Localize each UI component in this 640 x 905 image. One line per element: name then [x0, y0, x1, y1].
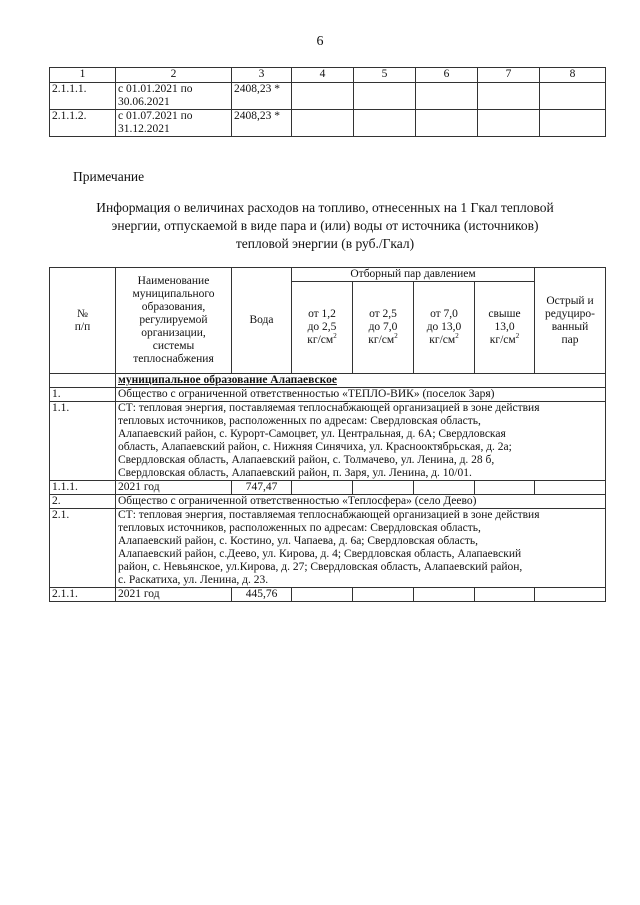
description-line: район, с. Невьянское, ул.Кирова, д. 27; Свердловская область, Алапаевский район,	[118, 561, 523, 573]
pressure-unit-text: кг/см	[307, 334, 334, 346]
period-line: 31.12.2021	[118, 123, 170, 135]
caption-line: тепловой энергии (в руб./Гкал)	[235, 236, 415, 251]
empty-cell	[414, 588, 475, 602]
empty-cell	[475, 588, 535, 602]
pressure-line: от 2,5	[369, 308, 397, 320]
column-number: 1	[50, 68, 116, 83]
empty-cell	[540, 83, 606, 110]
period-line: с 01.07.2021 по	[118, 110, 193, 122]
empty-cell	[535, 588, 606, 602]
description-line: Свердловская область, Алапаевский район, с. Толмачево, ул. Ленина, д. 28 б,	[118, 454, 495, 466]
empty-cell	[475, 481, 535, 495]
empty-cell	[414, 481, 475, 495]
column-number: 3	[232, 68, 292, 83]
pressure-unit-text: кг/см	[429, 334, 456, 346]
empty-cell	[416, 110, 478, 137]
row-number: 1.	[50, 388, 116, 402]
unit-exponent: 2	[455, 332, 459, 341]
empty-cell	[353, 481, 414, 495]
row-number: 2.1.1.	[50, 588, 116, 602]
year-label: 2021 год	[116, 481, 232, 495]
empty-cell	[292, 83, 354, 110]
heat-system-row	[50, 402, 606, 481]
header-pressure-1	[292, 282, 353, 374]
header-pressure-2	[353, 282, 414, 374]
header-name-line: образования,	[141, 301, 206, 313]
pressure-line: до 13,0	[426, 321, 462, 333]
heat-system-row	[50, 509, 606, 588]
row-number: 2.1.	[50, 509, 116, 588]
pressure-unit	[294, 334, 350, 347]
pressure-unit-text: кг/см	[368, 334, 395, 346]
empty-cell	[354, 110, 416, 137]
heat-system-description	[116, 402, 606, 481]
header-sharp-line: ванный	[551, 320, 589, 333]
header-pressure-3	[414, 282, 475, 374]
empty-cell	[292, 588, 353, 602]
pressure-line: от 1,2	[308, 308, 336, 320]
header-name-line: организации,	[141, 327, 206, 339]
pressure-line: от 7,0	[430, 308, 458, 320]
pressure-unit-text: кг/см	[489, 334, 516, 346]
header-sharp-line: пар	[561, 333, 579, 346]
year-row	[50, 481, 606, 495]
period-cell	[116, 110, 232, 137]
unit-exponent: 2	[394, 332, 398, 341]
row-number: 1.1.	[50, 402, 116, 481]
header-sharp-steam	[535, 268, 606, 374]
year-row	[50, 588, 606, 602]
pressure-line: до 7,0	[368, 321, 398, 333]
caption-line: Информация о величинах расходов на топливо, отнесенных на 1 Гкал тепловой	[96, 200, 554, 215]
column-number: 2	[116, 68, 232, 83]
table-row	[50, 110, 606, 137]
header-name-line: системы	[152, 340, 195, 352]
tariff-value: 2408,23 *	[232, 83, 292, 110]
description-line: СТ: тепловая энергия, поставляемая теплоснабжающей организацией в зоне действия	[118, 402, 540, 414]
header-num-line: №	[77, 307, 88, 320]
empty-cell	[50, 374, 116, 388]
row-number: 2.	[50, 495, 116, 509]
municipality-name: муниципальное образование Алапаевское	[116, 374, 606, 388]
empty-cell	[353, 588, 414, 602]
organization-row	[50, 388, 606, 402]
description-line: область, Алапаевский район, с. Нижняя Синячиха, ул. Краснооктябрьская, д. 2а;	[118, 441, 512, 453]
description-line: с. Раскатиха, ул. Ленина, д. 23.	[118, 574, 269, 586]
header-name	[116, 268, 232, 374]
header-num	[50, 268, 116, 374]
description-line: тепловых источников, расположенных по адресам: Свердловская область,	[118, 522, 481, 534]
empty-cell	[478, 83, 540, 110]
empty-cell	[292, 110, 354, 137]
header-name-line: муниципального	[132, 288, 215, 300]
empty-cell	[540, 110, 606, 137]
empty-cell	[354, 83, 416, 110]
header-water: Вода	[232, 268, 292, 374]
header-row	[50, 268, 606, 282]
water-value: 445,76	[232, 588, 292, 602]
column-number: 6	[416, 68, 478, 83]
empty-cell	[535, 481, 606, 495]
year-label: 2021 год	[116, 588, 232, 602]
description-line: СТ: тепловая энергия, поставляемая теплоснабжающей организацией в зоне действия	[118, 509, 540, 521]
header-pressure-4	[475, 282, 535, 374]
header-name-line: регулируемой	[139, 314, 208, 326]
description-line: тепловых источников, расположенных по адресам: Свердловская область,	[118, 415, 481, 427]
pressure-line: свыше	[488, 308, 521, 320]
pressure-line: до 2,5	[307, 321, 337, 333]
unit-exponent: 2	[515, 332, 520, 341]
caption-line: энергии, отпускаемой в виде пара и (или) воды от источника (источников)	[111, 218, 539, 233]
row-number: 2.1.1.1.	[50, 83, 116, 110]
empty-cell	[478, 110, 540, 137]
empty-cell	[416, 83, 478, 110]
municipality-row	[50, 374, 606, 388]
description-line: Свердловская область, Алапаевский район, п. Заря, ул. Ленина, д. 10/01.	[118, 467, 472, 479]
period-line: 30.06.2021	[118, 96, 170, 108]
header-name-line: Наименование	[137, 275, 210, 287]
page-number: 6	[316, 34, 324, 49]
description-line: Алапаевский район, с.Деево, ул. Кирова, д. 4; Свердловская область, Алапаевский	[118, 548, 522, 560]
column-number: 4	[292, 68, 354, 83]
empty-cell	[292, 481, 353, 495]
note-title: Примечание	[73, 169, 145, 184]
column-number: 7	[478, 68, 540, 83]
unit-exponent: 2	[333, 332, 337, 341]
pressure-unit	[416, 334, 472, 347]
header-sharp-line: редуциро-	[545, 307, 595, 320]
header-name-line: теплоснабжения	[133, 353, 214, 365]
fuel-cost-table	[49, 267, 606, 602]
column-number-row	[50, 68, 606, 83]
period-cell	[116, 83, 232, 110]
row-number: 2.1.1.2.	[50, 110, 116, 137]
period-line: с 01.01.2021 по	[118, 83, 193, 95]
description-line: Алапаевский район, с. Курорт-Самоцвет, ул. Центральная, д. 6А; Свердловская	[118, 428, 506, 440]
water-value: 747,47	[232, 481, 292, 495]
tariff-value: 2408,23 *	[232, 110, 292, 137]
heat-system-description	[116, 509, 606, 588]
organization-name: Общество с ограниченной ответственностью «ТЕПЛО-ВИК» (поселок Заря)	[116, 388, 606, 402]
column-number: 5	[354, 68, 416, 83]
row-number: 1.1.1.	[50, 481, 116, 495]
table-caption	[60, 199, 590, 253]
column-number: 8	[540, 68, 606, 83]
table-row	[50, 83, 606, 110]
pressure-unit	[477, 334, 532, 347]
description-line: Алапаевский район, с. Костино, ул. Чапаева, д. 6а; Свердловская область,	[118, 535, 478, 547]
header-sharp-line: Острый и	[546, 294, 594, 307]
header-num-line: п/п	[74, 320, 91, 333]
pressure-line: 13,0	[494, 321, 515, 333]
organization-row	[50, 495, 606, 509]
pressure-unit	[355, 334, 411, 347]
header-steam-group: Отборный пар давлением	[292, 268, 535, 282]
organization-name: Общество с ограниченной ответственностью «Теплосфера» (село Деево)	[116, 495, 606, 509]
tariff-table-continuation	[49, 67, 606, 137]
